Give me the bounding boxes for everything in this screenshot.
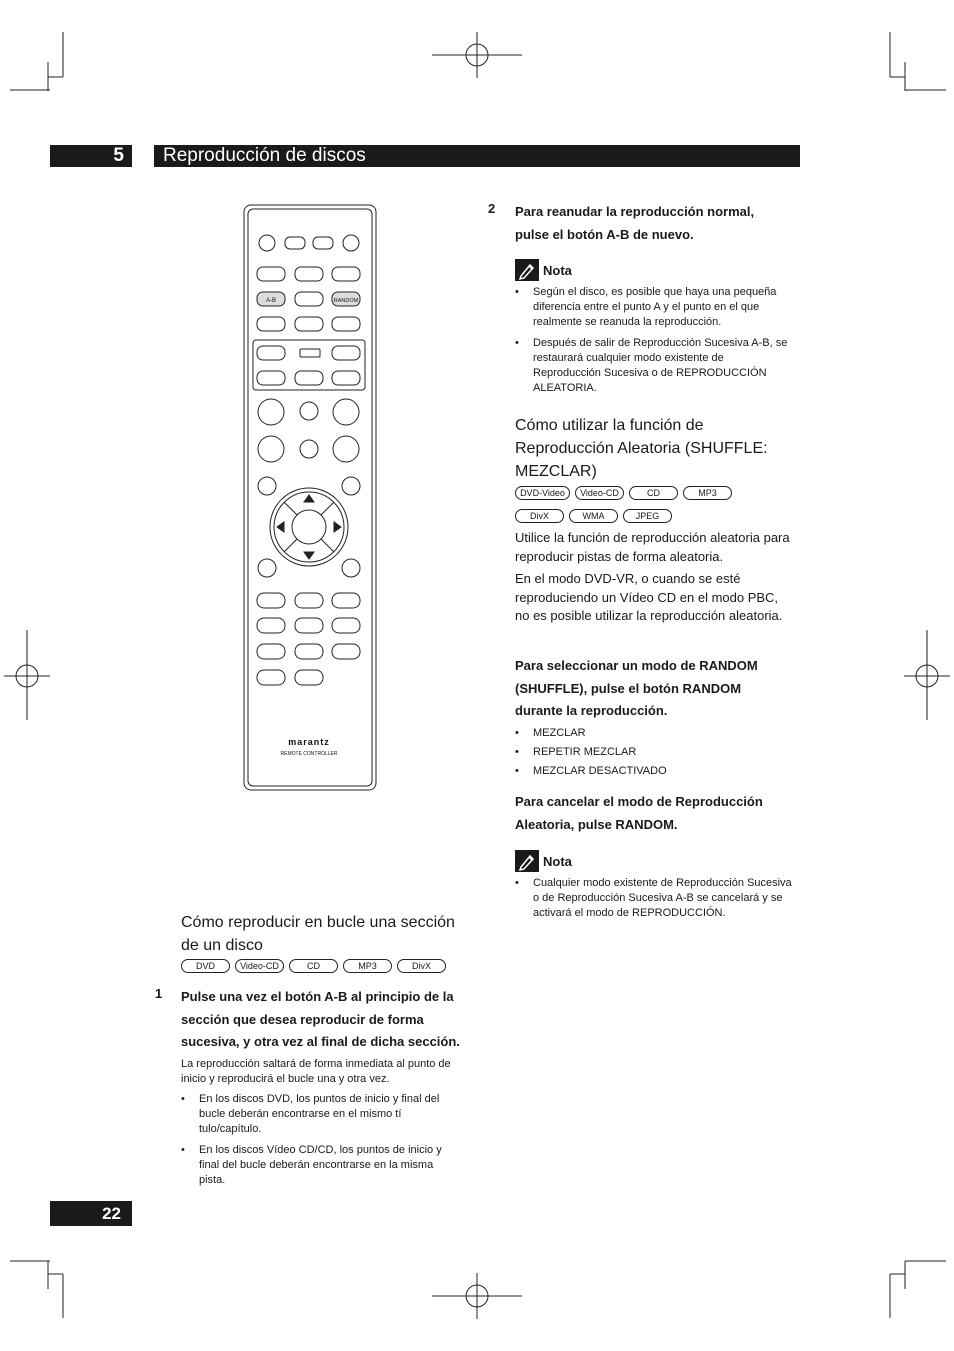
badge-dvd: DVD (181, 959, 230, 973)
page-number: 22 (50, 1201, 132, 1226)
note-pencil-icon (515, 259, 539, 281)
step-2-number: 2 (488, 201, 496, 216)
list-item: • MEZCLAR DESACTIVADO (515, 764, 790, 779)
badge-dvd-video: DVD-Video (515, 486, 570, 500)
note-1-list (515, 285, 790, 401)
ab-button-label: A-B (265, 298, 277, 304)
brand-subtitle: REMOTE CONTROLLER (280, 751, 338, 757)
format-badges-loop (181, 959, 471, 973)
brand-logo: marantz (288, 737, 330, 747)
badge-wma: WMA (569, 509, 618, 523)
note-1-title: Nota (543, 262, 572, 278)
chapter-title: Reproducción de discos (154, 145, 800, 167)
remote-control-illustration (243, 204, 377, 792)
note-pencil-icon (515, 850, 539, 872)
badge-video-cd: Video-CD (575, 486, 624, 500)
random-button-label: RANDOM (333, 298, 359, 304)
badge-video-cd: Video-CD (235, 959, 284, 973)
step-2-text: Para reanudar la reproducción normal, pulse el botón A-B de nuevo. (515, 204, 755, 242)
badge-divx: DivX (397, 959, 446, 973)
list-item: • En los discos DVD, los puntos de inicio y final del bucle deberán encontrarse en el mismo tí tulo/capítulo. (181, 1092, 451, 1138)
format-badges-shuffle-1 (515, 486, 805, 500)
note-2-title: Nota (543, 853, 572, 869)
section-title-shuffle: Cómo utilizar la función de Reproducción Aleatoria (SHUFFLE: MEZCLAR) (515, 417, 768, 480)
list-item: • MEZCLAR (515, 726, 790, 741)
list-item: • Cualquier modo existente de Reproducción Sucesiva o de Reproducción Sucesiva A-B se cancelará y se activará el modo de REPRODUCCIÓN. (515, 876, 800, 922)
list-item: • En los discos Vídeo CD/CD, los puntos de inicio y final del bucle deberán encontrarse en la misma pista. (181, 1143, 451, 1189)
chapter-number: 5 (50, 145, 132, 167)
badge-mp3: MP3 (343, 959, 392, 973)
note-2-header (515, 850, 572, 872)
shuffle-intro: Utilice la función de reproducción aleatoria para reproducir pistas de forma aleatoria. (515, 530, 790, 564)
loop-bullet-list (181, 1092, 451, 1193)
step-1-number: 1 (155, 986, 163, 1001)
badge-divx: DivX (515, 509, 564, 523)
shuffle-restriction: En el modo DVD-VR, o cuando se esté reproduciendo un Vídeo CD en el modo PBC, no es posible utilizar la reproducción aleatoria. (515, 571, 783, 623)
badge-mp3: MP3 (683, 486, 732, 500)
list-item: • Según el disco, es posible que haya una pequeña diferencia entre el punto A y el punto en el que realmente se reanuda la reproducción. (515, 285, 790, 331)
badge-jpeg: JPEG (623, 509, 672, 523)
note-2-list (515, 876, 800, 927)
step-1-body: La reproducción saltará de forma inmediata al punto de inicio y reproducirá el bucle una y otra vez. (181, 1058, 451, 1086)
format-badges-shuffle-2 (515, 509, 805, 523)
cancel-instruction: Para cancelar el modo de Reproducción Aleatoria, pulse RANDOM. (515, 794, 763, 832)
step-1-text: Pulse una vez el botón A-B al principio de la sección que desea reproducir de forma sucesiva, y otra vez al final de dicha sección. (181, 989, 460, 1049)
list-item: • REPETIR MEZCLAR (515, 745, 790, 760)
badge-cd: CD (629, 486, 678, 500)
note-1-header (515, 259, 572, 281)
list-item: • Después de salir de Reproducción Sucesiva A-B, se restaurará cualquier modo existente de Reproducción Sucesiva o de REPRODUCCIÓN ALEATORIA. (515, 336, 790, 397)
badge-cd: CD (289, 959, 338, 973)
section-title-loop: Cómo reproducir en bucle una sección de un disco (181, 914, 455, 954)
shuffle-instruction: Para seleccionar un modo de RANDOM (SHUFFLE), pulse el botón RANDOM durante la reproducción. (515, 658, 758, 718)
shuffle-modes-list (515, 726, 790, 785)
